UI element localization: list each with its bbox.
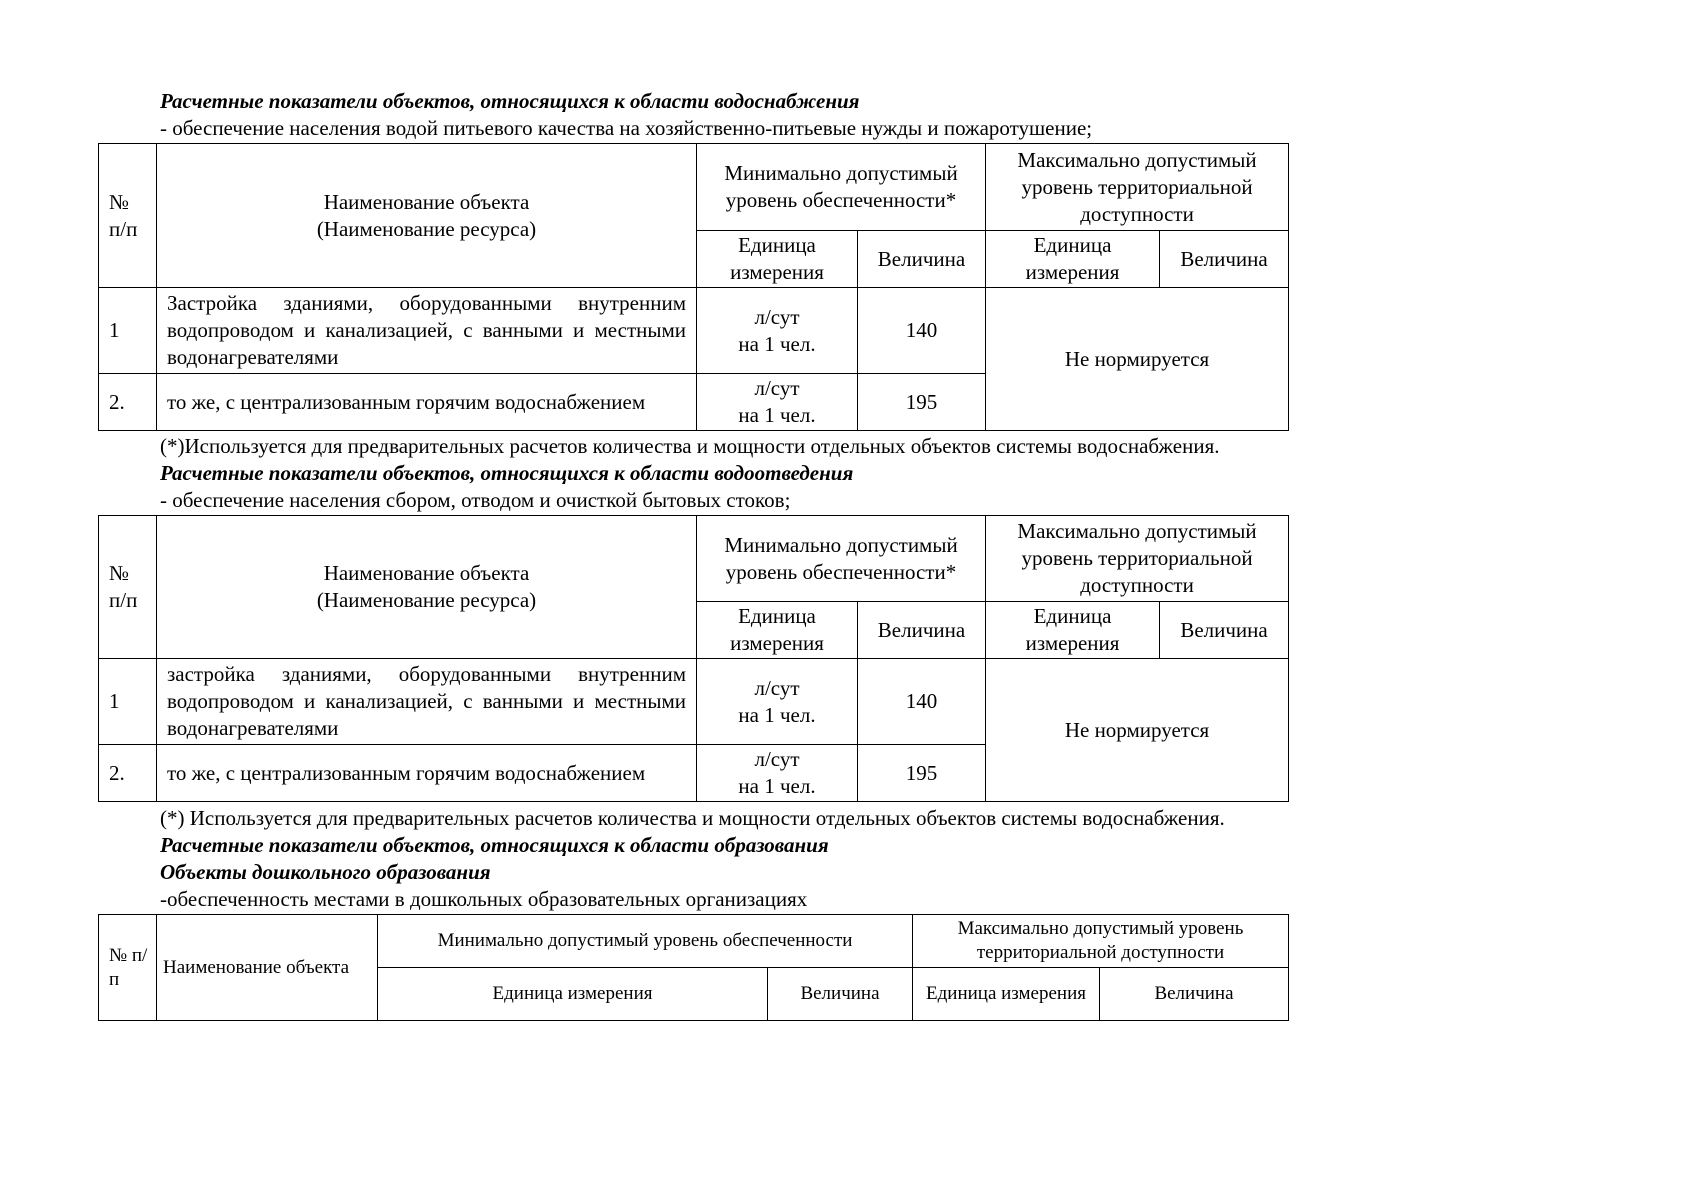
water-header-num: № п/п <box>99 144 157 288</box>
table-row <box>99 659 1289 745</box>
water-row-1-value: 140 <box>858 288 986 374</box>
sewer-header-name-line2: (Наименование ресурса) <box>316 588 537 612</box>
water-merged-not-normed: Не нормируется <box>986 288 1289 431</box>
table-row <box>99 288 1289 374</box>
sewer-table <box>98 515 1289 802</box>
sewer-subheading: - обеспечение населения сбором, отводом и очисткой бытовых стоков; <box>160 488 791 512</box>
education-header-unit-min: Единица измерения <box>378 968 768 1021</box>
education-header-min-group: Минимально допустимый уровень обеспеченности <box>378 915 913 968</box>
education-header-num: № п/п <box>99 915 157 1021</box>
water-header-name-line2: (Наименование ресурса) <box>316 216 537 241</box>
education-subheading: -обеспеченность местами в дошкольных образовательных организациях <box>160 887 808 911</box>
water-subheading: - обеспечение населения водой питьевого качества на хозяйственно-питьевые нужды и пожаротушение; <box>160 116 1093 140</box>
sewer-row-2-unit-line1: л/сут <box>754 747 800 771</box>
sewer-merged-not-normed: Не нормируется <box>986 659 1289 802</box>
sewer-footnote: (*) Используется для предварительных расчетов количества и мощности отдельных объектов системы водоснабжения. <box>160 806 1225 830</box>
sewer-header-unit-max: Единица измерения <box>986 602 1160 659</box>
water-row-2-num: 2. <box>99 374 157 431</box>
water-row-2-name: то же, с централизованным горячим водоснабжением <box>157 374 697 431</box>
water-header-min-group: Минимально допустимый уровень обеспеченности* <box>697 144 986 231</box>
sewer-row-2-name: то же, с централизованным горячим водоснабжением <box>157 745 697 802</box>
education-subheading-italic: Объекты дошкольного образования <box>160 860 491 884</box>
sewer-row-1-unit <box>697 659 858 745</box>
education-header-name: Наименование объекта <box>157 915 378 1021</box>
water-header-max-group: Максимально допустимый уровень территориальной доступности <box>986 144 1289 231</box>
sewer-header-unit-min: Единица измерения <box>697 602 858 659</box>
education-header-max-group: Максимально допустимый уровень территориальной доступности <box>913 915 1289 968</box>
water-row-2-value: 195 <box>858 374 986 431</box>
water-row-2-unit <box>697 374 858 431</box>
sewer-header-value-max: Величина <box>1160 602 1289 659</box>
sewer-row-1-num: 1 <box>99 659 157 745</box>
education-header-unit-max: Единица измерения <box>913 968 1100 1021</box>
sewer-heading: Расчетные показатели объектов, относящихся к области водоотведения <box>160 461 854 485</box>
water-table <box>98 143 1289 431</box>
sewer-header-max-group: Максимально допустимый уровень территориальной доступности <box>986 516 1289 602</box>
water-heading: Расчетные показатели объектов, относящихся к области водоснабжения <box>160 89 860 113</box>
education-table <box>98 914 1289 1021</box>
sewer-row-2-value: 195 <box>858 745 986 802</box>
water-header-unit-max: Единица измерения <box>986 231 1160 288</box>
water-header-value-max: Величина <box>1160 231 1289 288</box>
sewer-row-2-unit-line2: на 1 чел. <box>738 774 816 798</box>
sewer-row-1-unit-line2: на 1 чел. <box>738 702 816 727</box>
sewer-row-2-num: 2. <box>99 745 157 802</box>
water-header-value-min: Величина <box>858 231 986 288</box>
education-header-value-min: Величина <box>768 968 913 1021</box>
sewer-header-num: № п/п <box>99 516 157 659</box>
sewer-row-1-name: застройка зданиями, оборудованными внутренним водопроводом и канализацией, с ванными и местными водонагревателями <box>157 659 697 745</box>
water-row-1-num: 1 <box>99 288 157 374</box>
sewer-row-2-unit <box>697 745 858 802</box>
sewer-header-min-group: Минимально допустимый уровень обеспеченности* <box>697 516 986 602</box>
water-header-name-line1: Наименование объекта <box>323 189 530 214</box>
sewer-header-value-min: Величина <box>858 602 986 659</box>
water-row-1-name: Застройка зданиями, оборудованными внутренним водопроводом и канализацией, с ванными и местными водонагревателями <box>157 288 697 374</box>
education-header-value-max: Величина <box>1100 968 1289 1021</box>
water-row-1-unit-line1: л/сут <box>754 304 800 329</box>
water-row-2-unit-line2: на 1 чел. <box>738 403 816 427</box>
water-row-1-unit-line2: на 1 чел. <box>738 331 816 356</box>
water-footnote: (*)Используется для предварительных расчетов количества и мощности отдельных объектов системы водоснабжения. <box>160 434 1220 458</box>
sewer-header-name-line1: Наименование объекта <box>323 561 530 585</box>
sewer-header-name <box>157 516 697 659</box>
sewer-row-1-unit-line1: л/сут <box>754 675 800 700</box>
water-row-2-unit-line1: л/сут <box>754 376 800 400</box>
water-header-name <box>157 144 697 288</box>
water-row-1-unit <box>697 288 858 374</box>
education-heading: Расчетные показатели объектов, относящихся к области образования <box>160 833 829 857</box>
water-header-unit-min: Единица измерения <box>697 231 858 288</box>
sewer-row-1-value: 140 <box>858 659 986 745</box>
